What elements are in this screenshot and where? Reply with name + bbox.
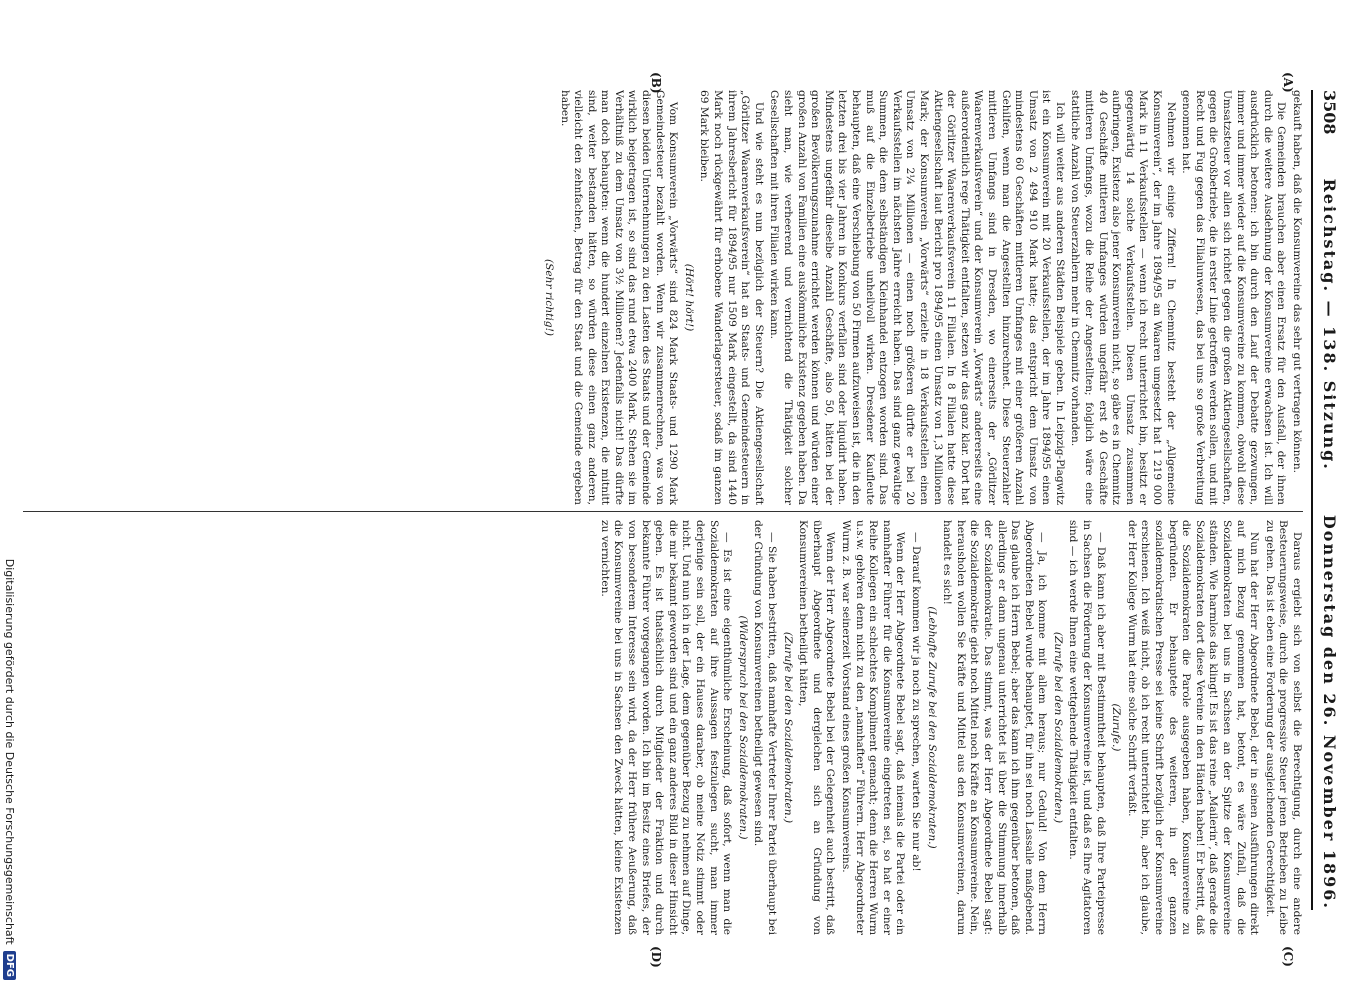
column-divider	[23, 511, 1303, 512]
margin-marker-a: (A)	[1281, 72, 1295, 93]
paragraph: Und wie steht es nun bezüglich der Steuern? Die Aktiengesellschaft „Görlitzer Waarenverkaufsverein“ hat an Staats- und Gemeindesteuern in ihrem Jahresbericht für 1894/95 nur 1509 Mark eingestellt, da sind 1440 Mark noch rückgewährt für erhobene Wanderlagersteuer, sodaß im ganzen 69 Mark bleiben.	[698, 90, 765, 505]
digitization-footer	[1, 20, 19, 980]
paragraph: — Daß kann ich aber mit Bestimmtheit behaupten, daß Ihre Parteipresse in Sachsen die Förderung der Konsumvereine ist, und daß es Ihre Agitatoren sind — ich werde Ihnen eine wettgehende Thätigkeit entfalten.	[1067, 520, 1107, 935]
paragraph: Vom Konsumverein „Vorwärts“ sind 824 Mark Staats- und 1290 Mark Gemeindesteuer bezahlt worden. Wenn wir zusammenrechnen, was von diesen beiden Unternehmungen zu den Lasten des Staats und der Gemeinde wirklich beigetragen ist, so sind das rund etwa 2400 Mark. Stehen sie im Verhältniß zu dem Umsatz von 3½ Millionen? Jedenfalls nicht! Das dürfte man doch behaupten: wenn die hundert einzelnen Existenzen, die mitnitt sind, weiter bestanden hätten, so würden diese einen ganz anderen, vielleicht den zehnfachen, Betrag für den Staat und die Gemeinde ergeben haben.	[558, 90, 680, 505]
paragraph: Wenn der Herr Abgeordnete Bebel bei der Gelegenheit auch bestritt, daß überhaupt Abgeordnete und dergleichen sich an Gründung von Konsumvereinen betheiligt hätten,	[797, 520, 837, 935]
margin-marker-d: (D)	[649, 946, 663, 968]
interjection: (Lebhafte Zurufe bei den Sozialdemokraten.)	[925, 606, 938, 849]
interjection: (Zurufe.)	[1110, 703, 1123, 752]
interjection: (Hört! hört!)	[682, 263, 695, 332]
paragraph: Wenn der Herr Abgeordnete Bebel sagt, daß niemals die Partei oder ein namhafter Führer für die Konsumvereine eingetreten sei, so hat er einer Reihe Kollegen ein schlechtes Kompliment gemacht; denn die Herren Wurm u.s.w. gehören denn nicht zu den „namhaften“ Führern. Herr Abgeordneter Wurm z. B. war seinerzeit Vorstand eines großen Konsumvereins.	[840, 520, 907, 935]
header-title: Reichstag. — 138. Sitzung.	[1320, 178, 1340, 471]
paragraph: — Darauf kommen wir ja noch zu sprechen, warten Sie nur ab!	[909, 532, 922, 872]
interjection: (Zurufe bei den Sozialdemokraten.)	[781, 631, 794, 824]
header-date: Donnerstag den 26. November 1896.	[1320, 514, 1340, 910]
paragraph: — Sie haben bestritten, daß namhafte Vertreter Ihrer Partei überhaupt bei der Gründung von Konsumvereinen betheiligt gewesen sind.	[752, 520, 779, 935]
page-header	[1315, 90, 1345, 910]
interjection: (Sehr richtig!)	[542, 259, 555, 336]
margin-marker-c: (C)	[1281, 946, 1295, 967]
header-rule	[1311, 90, 1313, 910]
left-column	[33, 90, 1303, 505]
paragraph: — Es ist eine eigenthümliche Erscheinung, daß sofort, wenn man die Sozialdemokraten auf ihre Aussagen festzulegen sucht, man immer derjenige sein soll, der ein Hauses daraber, ob meine Notiz stimmt oder nicht. Und nun ich in der Lage, dem gegenüber Bezug zu nehmen auf Dinge, die mir bekannt geworden sind und ein ganz anderes Bild in dieser Hinsicht geben. Es ist thatsächlich durch Mitglieder der Fraktion und durch bekannte Führer vorgegangen worden. Ich bin im Besitz eines Briefes, der von besonderem Interesse sein wird, da der Herr frühere Aeußerung, daß die Konsumvereine bei uns in Sachsen den Zweck hätten, kleine Existenzen zu vernichten.	[598, 520, 734, 935]
footer-text: Digitalisierung gefördert durch die Deutsche Forschungsgemeinschaft	[3, 558, 17, 945]
paragraph: Nun hat der Herr Abgeordnete Bebel, der in seinen Ausführungen direkt auf mich Bezug genommen hat, betont, es wäre Zufall, daß die Sozialdemokraten bei uns in Sachsen an der Spitze der Konsumvereine ständen. Wie harmlos das klingt! Es ist das reine „Mailerin“, daß gerade die Sozialdemokraten dort diese Vereine in den Händen haben! Er bestritt, daß die Sozialdemokraten die Parole ausgegeben haben, Konsumvereine zu begründen. Er behauptete des weiteren, in der ganzen sozialdemokratischen Presse sei keine Schrift bezüglich der Konsumvereine erschienen. Ich weiß nicht, ob ich recht unterrichtet bin, aber ich glaube, der Herr Kollege Wurm hat eine solche Schrift verfaßt.	[1125, 520, 1261, 935]
paragraph: Nehmen wir einige Ziffern! In Chemnitz besteht der „Allgemeine Konsumverein“, der im Jahre 1894/95 an Waaren umgesetzt hat 1 219 000 Mark in 11 Verkaufsstellen — wenn ich recht unterrichtet bin, besitzt er gegenwärtig 14 solche Verkaufsstellen. Diesen Umsatz zusammen aufbringen, Existenz also jener Konsumverein nicht, so gäbe es in Chemnitz 40 Geschäfte mittleren Umfanges würden ungefähr erst 40 Geschäfte mittleren Umfangs, wozu die Reihe der Angestellten; folglich wäre eine stattliche Anzahl von Steuerzahlern mehr in Chemnitz vorhanden.	[1069, 90, 1177, 505]
margin-marker-b: (B)	[649, 72, 663, 94]
paragraph: gekauft haben, daß die Konsumvereine das sehr gut vertragen können.	[1291, 90, 1303, 474]
interjection: (Zurufe bei den Sozialdemokraten.)	[1051, 631, 1064, 824]
page-number: 3508	[1320, 90, 1340, 135]
paragraph: — Ja, ich komme mit allem heraus; nur Geduld! Von dem Herrn Abgeordneten Bebel wurde behauptet, für ihn sei noch Lassalle maßgebend. Das glaube ich Herrn Bebel; aber das kann ich ihm gegenüber betonen, daß allerdings er dann ungenau unterrichtet ist über die Stimmung innerhalb der Sozialdemokratie. Das stimmt, was der Herr Abgeordnete Bebel sagt: die Sozialdemokratie giebt noch Mittel noch Kräfte an Konsumvereine. Nein, herausholen wollen Sie Kräfte und Mittel aus den Konsumvereinen, darum handelt es sich!	[941, 520, 1049, 935]
dfg-logo: DFG	[4, 951, 17, 980]
interjection: (Widerspruch bei den Sozialdemokraten.)	[736, 615, 749, 840]
right-column	[33, 520, 1303, 935]
paragraph: Die Gemeinden brauchen aber einen Ersatz für den Ausfall, der ihnen durch die weitere Ausdehnung der Konsumvereine erwachsen ist. Ich will ausdrücklich betonen: ich bin durch den Lauf der Debatte gezwungen, immer und immer wieder auf die Konsumvereine zu kommen, obwohl diese Umsatzsteuer vor allen sich richtet gegen die großen Aktiengesellschaften, gegen die Großbetriebe, die in erster Linie getroffen werden sollen, und mit Recht und Fug gegen das Filialunwesen, das bei uns so große Verbreitung genommen hat.	[1180, 90, 1288, 505]
paragraph: Daraus ergiebt sich von selbst die Berechtigung, durch eine andere Besteuerungsweise, durch die progressive Steuer jenen Betrieben zu Leibe zu gehen. Das ist eben eine Forderung der ausgleichenden Gerechtigkeit.	[1263, 520, 1303, 935]
paragraph: Ich will weiter aus anderen Städten Beispiele geben. In Leipzig-Plagwitz ist ein Konsumverein mit 20 Verkaufsstellen, der im Jahre 1894/95 einen Umsatz von 2 494 910 Mark hatte; das entspricht dem Umsatz von mindestens 60 Geschäften mittleren Umfanges mit einer größeren Anzahl Gehilfen, wenn man die Angestellten hinzurechnet. Diese Steuerzahler mittleren Umfangs sind in Dresden, wo einerseits der „Görlitzer Waarenverkaufsverein“ und der Konsumverein „Vorwärts“ andererseits eine außerordentlich rege Thätigkeit entfalten, setzen wir das ganz klar. Dort hat der Görlitzer Waarenverkaufsverein 11 Filialen. In 8 Filialen hatte diese Aktiengesellschaft laut Bericht pro 1894/95 einen Umsatz von 1,3 Millionen Mark; der Konsumverein „Vorwärts“ erzielte in 18 Verkaufsstellen einen Umsatz von 2¼ Millionen — einen noch größeren dürfte er bei 20 Verkaufsstellen im nächsten Jahre erreicht haben. Das sind ganz gewaltige Summen, die dem selbständigen Kleinhandel entzogen worden sind. Das muß auf die Einzelbetriebe unheilvoll wirken. Dresdener Kaufleute behaupten, daß eine Verschiebung von 50 Firmen aufzuweisen ist, die in den letzten drei bis vier Jahren in Konkurs verfallen sind oder liquidirt haben. Mindestens ungefähr dieselbe Anzahl Geschäfte, also 50, hätten bei der großen Bevölkerungszunahme errichtet werden können und würden einer großen Anzahl von Familien eine auskömmliche Existenz gegeben haben. Da sieht man, wie verheerend und vernichtend die Thätigkeit solcher Gesellschaften mit ihren Filialen wirken kann.	[768, 90, 1066, 505]
